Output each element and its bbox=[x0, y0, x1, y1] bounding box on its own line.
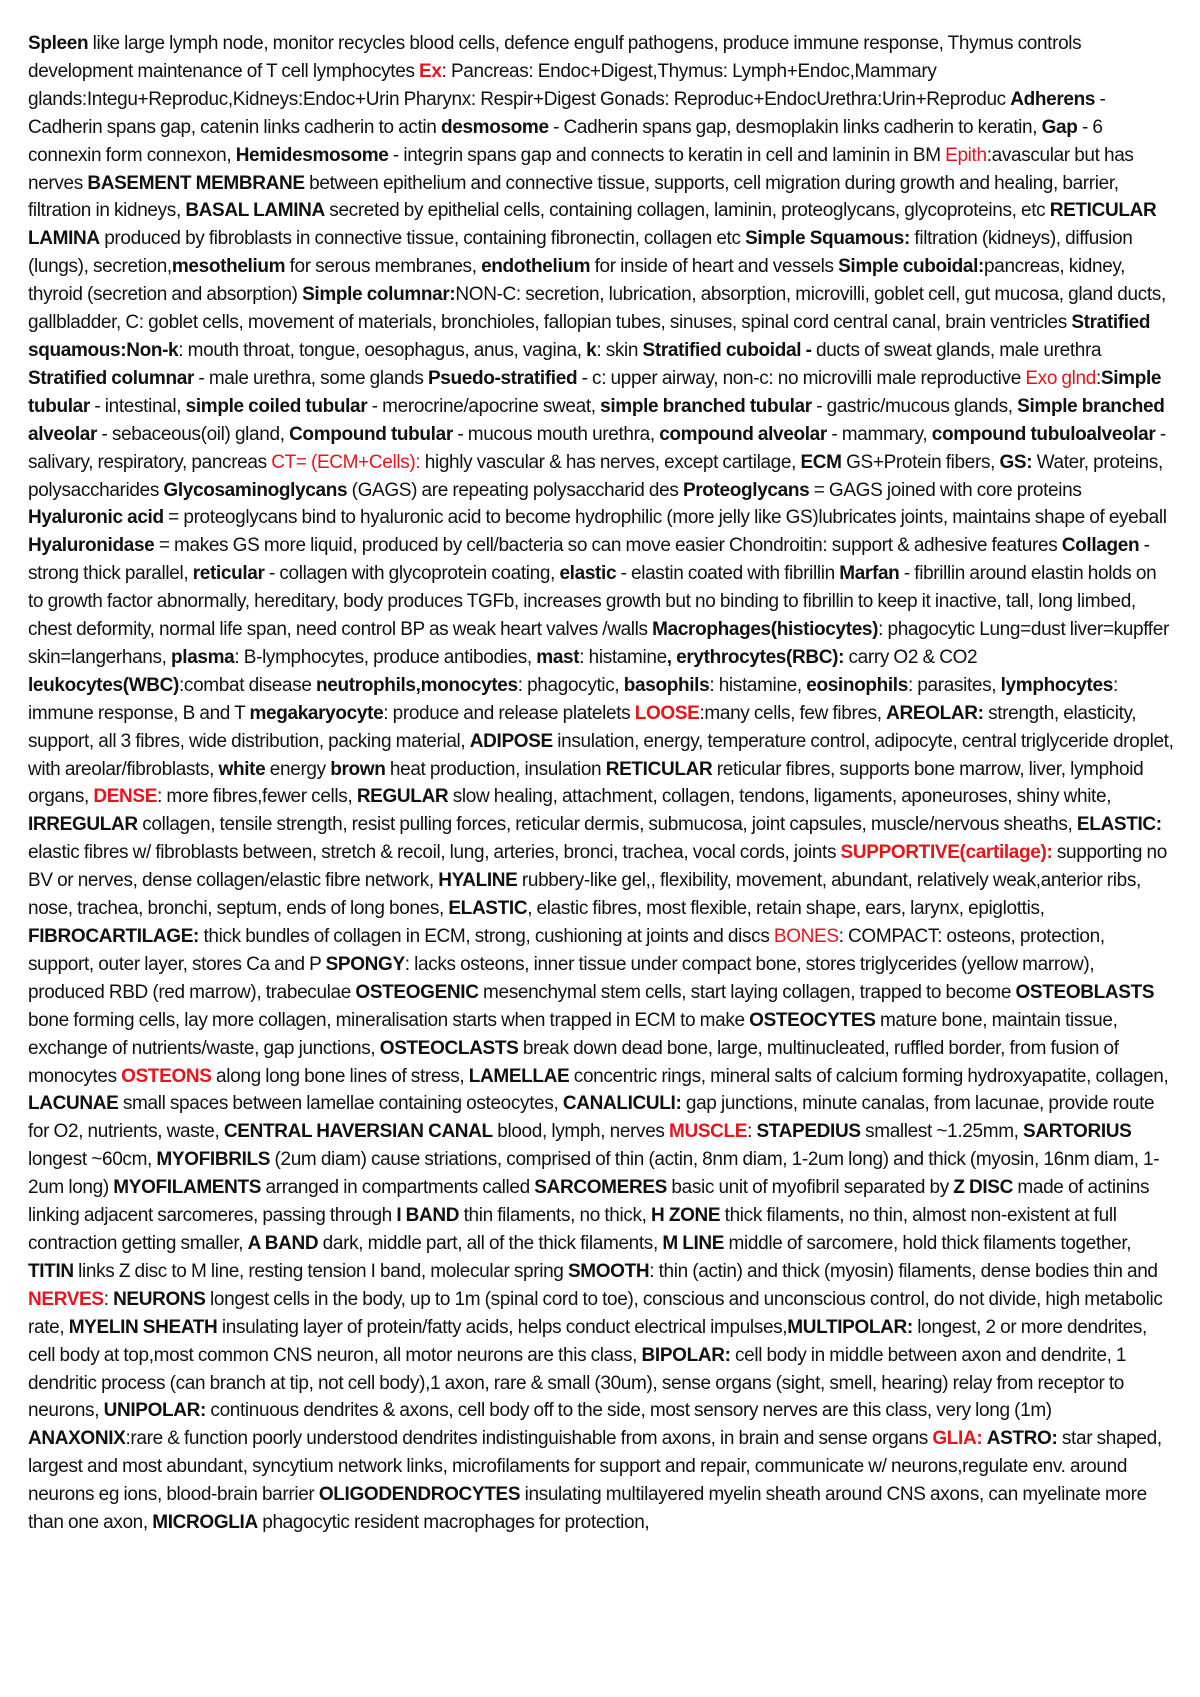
bold-term: RETICULAR bbox=[605, 758, 713, 780]
body-text: - collagen with glycoprotein coating, bbox=[264, 563, 560, 585]
body-text: pancreas, kidney, thyroid (secretion and absorption) bbox=[28, 256, 1126, 306]
bold-term: MICROGLIA bbox=[152, 1512, 258, 1534]
body-text: smallest ~1.25mm, bbox=[860, 1121, 1024, 1143]
body-text: : parasites, bbox=[907, 674, 1001, 696]
body-text: break down dead bone, large, multinucleated, ruffled border, from fusion of monocytes bbox=[28, 1037, 1119, 1087]
bold-term: Stratified columnar bbox=[28, 367, 194, 389]
body-text: = makes GS more liquid, produced by cell/bacteria so can move easier Chondroitin: support & adhesive features bbox=[154, 535, 1062, 557]
bold-term: Hemidesmosome bbox=[235, 144, 389, 166]
bold-term: Adherens bbox=[1010, 88, 1096, 110]
body-text: like large lymph node, monitor recycles blood cells, defence engulf pathogens, produce immune response, Thymus controls development maintenance of T cell lymphocytes bbox=[28, 33, 1082, 82]
bold-term: MYOFIBRILS bbox=[156, 1149, 271, 1171]
bold-term: Simple branched alveolar bbox=[28, 395, 1165, 445]
body-text: : B-lymphocytes, produce antibodies, bbox=[234, 646, 537, 668]
bold-term: STAPEDIUS bbox=[756, 1121, 861, 1143]
bold-term: Simple Squamous: bbox=[745, 228, 910, 250]
bold-term: FIBROCARTILAGE: bbox=[28, 926, 200, 947]
body-text: cell body in middle between axon and dendrite, 1 dendritic process (can branch at tip, not cell body),1 axon, rare & small (30um), sense organs (sight, smell, hearing) relay from receptor to neurons, bbox=[28, 1344, 1127, 1422]
bold-term: LACUNAE bbox=[28, 1093, 119, 1115]
bold-term: simple branched tubular bbox=[600, 395, 812, 417]
body-text: thick filaments, no thin, almost non-existent at full contraction getting smaller, bbox=[28, 1205, 1117, 1254]
body-text: insulation, energy, temperature control, adipocyte, central triglyceride droplet, with areolar/fibroblasts, bbox=[28, 730, 1174, 780]
body-text: produced by fibroblasts in connective tissue, containing fibronectin, collagen etc bbox=[99, 228, 746, 250]
body-text: blood, lymph, nerves bbox=[492, 1121, 669, 1143]
bold-term: REGULAR bbox=[356, 786, 449, 808]
body-text: - mammary, bbox=[826, 423, 932, 445]
bold-term: BASEMENT MEMBRANE bbox=[87, 172, 305, 194]
bold-term: leukocytes(WBC) bbox=[28, 674, 179, 696]
red-section-heading: MUSCLE bbox=[668, 1121, 748, 1143]
body-text: ducts of sweat glands, male urethra bbox=[811, 339, 1102, 361]
body-text: - salivary, respiratory, pancreas bbox=[28, 423, 1166, 473]
bold-term: BIPOLAR: bbox=[641, 1344, 731, 1366]
bold-term: ECM bbox=[800, 451, 842, 473]
body-text: : mouth throat, tongue, oesophagus, anus, vagina, bbox=[178, 339, 587, 361]
bold-term: reticular bbox=[192, 563, 265, 585]
bold-term: Hyaluronic acid bbox=[28, 507, 164, 529]
body-text: : histamine, bbox=[709, 674, 807, 696]
body-text: energy bbox=[265, 758, 331, 780]
bold-term: Simple tubular bbox=[28, 367, 1162, 417]
body-text: bone forming cells, lay more collagen, mineralisation starts when trapped in ECM to make bbox=[28, 1009, 750, 1031]
body-text: - integrin spans gap and connects to keratin in cell and laminin in BM bbox=[388, 144, 946, 166]
bold-term: A BAND bbox=[247, 1232, 319, 1254]
body-text: : skin bbox=[596, 339, 643, 361]
bold-term: OSTEOCYTES bbox=[749, 1009, 876, 1031]
bold-term: ELASTIC: bbox=[1076, 814, 1162, 836]
body-text: : bbox=[1095, 367, 1101, 389]
bold-term: k bbox=[586, 339, 597, 361]
body-text: :rare & function poorly understood dendrites indistinguishable from axons, in brain and sense organs bbox=[125, 1428, 933, 1450]
body-text: Water, proteins, polysaccharides bbox=[28, 451, 1163, 501]
body-text: : thin (actin) and thick (myosin) filaments, dense bodies thin and bbox=[649, 1260, 1158, 1282]
body-text: NON-C: secretion, lubrication, absorption, microvilli, goblet cell, gut mucosa, gland ducts, gallbladder, C: goblet cells, movement of materials, bronchioles, fallopian tubes, sinuses, spinal cord central canal, brain ventricles bbox=[28, 284, 1166, 334]
bold-term: Simple columnar: bbox=[302, 284, 456, 306]
bold-term: Psuedo-stratified bbox=[427, 367, 578, 389]
red-section-heading: BONES bbox=[773, 926, 839, 947]
body-text: longest ~60cm, bbox=[28, 1149, 157, 1171]
bold-term: OSTEOBLASTS bbox=[1015, 981, 1155, 1003]
bold-term: ADIPOSE bbox=[469, 730, 553, 752]
bold-term: brown bbox=[330, 758, 386, 780]
body-text: - male urethra, some glands bbox=[194, 367, 428, 389]
bold-term: ANAXONIX bbox=[28, 1428, 126, 1450]
body-text: - sebaceous(oil) gland, bbox=[97, 423, 290, 445]
body-text: : bbox=[103, 1288, 114, 1310]
bold-term: HYALINE bbox=[438, 870, 518, 892]
bold-term: megakaryocyte bbox=[249, 702, 384, 724]
body-text: longest cells in the body, up to 1m (spinal cord to toe), conscious and unconscious control, do not divide, high metabolic rate, bbox=[28, 1288, 1163, 1338]
body-text: middle of sarcomere, hold thick filaments together, bbox=[724, 1232, 1132, 1254]
bold-term: RETICULAR LAMINA bbox=[28, 200, 1157, 250]
bold-term: IRREGULAR bbox=[28, 814, 138, 836]
bold-term: I BAND bbox=[396, 1205, 460, 1227]
body-text: :combat disease bbox=[179, 674, 317, 696]
bold-term: MYOFILAMENTS bbox=[113, 1177, 262, 1199]
body-text: gap junctions, minute canalas, from lacunae, provide route for O2, nutrients, waste, bbox=[28, 1093, 1155, 1143]
body-text: between epithelium and connective tissue, supports, cell migration during growth and healing, barrier, filtration in kidneys, bbox=[28, 172, 1119, 222]
bold-term: NEURONS bbox=[113, 1288, 206, 1310]
body-text: : bbox=[747, 1121, 757, 1143]
red-section-heading: CT= (ECM+Cells): bbox=[271, 451, 421, 473]
bold-term: M LINE bbox=[662, 1232, 725, 1254]
body-text: : COMPACT: osteons, protection, support, outer layer, stores Ca and P bbox=[28, 926, 1105, 975]
bold-term: BASAL LAMINA bbox=[185, 200, 325, 222]
bold-term: Collagen bbox=[1061, 535, 1140, 557]
body-text: supporting no BV or nerves, dense collagen/elastic fibre network, bbox=[28, 842, 1167, 892]
bold-term: Stratified squamous:Non-k bbox=[28, 312, 1151, 361]
study-notes-paragraph bbox=[28, 30, 1174, 1537]
body-text: links Z disc to M line, resting tension I band, molecular spring bbox=[73, 1260, 568, 1282]
body-text: : histamine bbox=[579, 646, 667, 668]
bold-term: simple coiled tubular bbox=[185, 395, 368, 417]
body-text: thin filaments, no thick, bbox=[459, 1205, 652, 1227]
bold-term: Z DISC bbox=[953, 1177, 1013, 1199]
bold-term: Simple cuboidal: bbox=[838, 256, 985, 278]
body-text: - Cadherin spans gap, desmoplakin links cadherin to keratin, bbox=[548, 116, 1042, 138]
bold-term: OSTEOGENIC bbox=[355, 981, 479, 1003]
bold-term: neutrophils,monocytes bbox=[316, 674, 518, 696]
bold-term: endothelium bbox=[481, 256, 591, 278]
body-text: for serous membranes, bbox=[285, 256, 482, 278]
bold-term: Macrophages(histiocytes) bbox=[652, 619, 879, 641]
body-text: = GAGS joined with core proteins bbox=[809, 479, 1082, 501]
body-text: carry O2 & CO2 bbox=[844, 646, 978, 668]
body-text: : Pancreas: Endoc+Digest,Thymus: Lymph+Endoc,Mammary glands:Integu+Reproduc,Kidneys:Endoc+Urin Pharynx: Respir+Digest Gonads: Reproduc+EndocUrethra:Urin+Reproduc bbox=[28, 60, 1011, 110]
body-text: filtration (kidneys), diffusion (lungs), secretion, bbox=[28, 228, 1133, 278]
body-text: : produce and release platelets bbox=[383, 702, 635, 724]
bold-term: white bbox=[218, 758, 266, 780]
body-text: slow healing, attachment, collagen, tendons, ligaments, aponeuroses, shiny white, bbox=[448, 786, 1112, 808]
body-text: (GAGS) are repeating polysaccharid des bbox=[347, 479, 683, 501]
body-text: star shaped, largest and most abundant, syncytium network links, microfilaments for support and repair, communicate w/ neurons,regulate env. around neurons eg ions, blood-brain barrier bbox=[28, 1428, 1162, 1506]
body-text: insulating layer of protein/fatty acids, helps conduct electrical impulses, bbox=[217, 1316, 788, 1338]
bold-term: compound tubuloalveolar bbox=[931, 423, 1156, 445]
bold-term: ASTRO: bbox=[986, 1428, 1058, 1450]
body-text: : immune response, B and T bbox=[28, 674, 1118, 724]
body-text: - 6 connexin form connexon, bbox=[28, 116, 1103, 166]
red-section-heading: Exo glnd bbox=[1025, 367, 1096, 389]
red-section-heading: Ex bbox=[419, 60, 442, 82]
bold-term: elastic bbox=[559, 563, 617, 585]
body-text: made of actinins linking adjacent sarcomeres, passing through bbox=[28, 1177, 1150, 1227]
bold-term: Marfan bbox=[839, 563, 900, 585]
body-text: mature bone, maintain tissue, exchange of nutrients/waste, gap junctions, bbox=[28, 1009, 1118, 1059]
bold-term: mast bbox=[536, 646, 580, 668]
body-text: insulating multilayered myelin sheath around CNS axons, can myelinate more than one axon, bbox=[28, 1484, 1147, 1534]
bold-term: OSTEOCLASTS bbox=[379, 1037, 519, 1059]
body-text: = proteoglycans bind to hyaluronic acid to become hydrophilic (more jelly like GS)lubricates joints, maintains shape of eyeball bbox=[163, 507, 1167, 529]
red-section-heading: DENSE bbox=[93, 786, 158, 808]
bold-term: Hyaluronidase bbox=[28, 535, 155, 557]
body-text: collagen, tensile strength, resist pulling forces, reticular dermis, submucosa, joint capsules, muscle/nervous sheaths, bbox=[137, 814, 1077, 836]
bold-term: eosinophils bbox=[806, 674, 908, 696]
body-text: : lacks osteons, inner tissue under compact bone, stores triglycerides (yellow marrow), produced RBD (red marrow), trabeculae bbox=[28, 953, 1095, 1003]
bold-term: Spleen bbox=[28, 33, 89, 54]
bold-term: compound alveolar bbox=[659, 423, 827, 445]
bold-term: Compound tubular bbox=[289, 423, 453, 445]
body-text: - mucous mouth urethra, bbox=[452, 423, 660, 445]
bold-term: plasma bbox=[171, 646, 235, 668]
body-text: continuous dendrites & axons, cell body off to the side, most sensory nerves are this class, very long (1m) bbox=[205, 1400, 1052, 1422]
bold-term: desmosome bbox=[440, 116, 549, 138]
bold-term: Glycosaminoglycans bbox=[163, 479, 348, 501]
bold-term: SARCOMERES bbox=[534, 1177, 667, 1199]
bold-term: CENTRAL HAVERSIAN CANAL bbox=[223, 1121, 493, 1143]
body-text: elastic fibres w/ fibroblasts between, stretch & recoil, lung, arteries, bronci, trachea, vocal cords, joints bbox=[28, 842, 841, 864]
bold-term: Proteoglycans bbox=[682, 479, 810, 501]
body-text: small spaces between lamellae containing osteocytes, bbox=[118, 1093, 563, 1115]
body-text: :avascular but has nerves bbox=[28, 144, 1134, 194]
bold-term: AREOLAR: bbox=[886, 702, 984, 724]
bold-term: Gap bbox=[1041, 116, 1078, 138]
body-text: :many cells, few fibres, bbox=[699, 702, 887, 724]
bold-term: GS: bbox=[999, 451, 1033, 473]
body-text: - merocrine/apocrine sweat, bbox=[367, 395, 601, 417]
body-text: - fibrillin around elastin holds on to growth factor abnormally, hereditary, body produces TGFb, increases growth but no binding to fibrillin to keep it inactive, tall, long limbed, chest deformity, normal life span, need control BP as weak heart valves /walls bbox=[28, 563, 1157, 641]
body-text: - gastric/mucous glands, bbox=[811, 395, 1018, 417]
body-text: (2um diam) cause striations, comprised of thin (actin, 8nm diam, 1-2um long) and thick (myosin, 16nm diam, 1-2um long) bbox=[28, 1149, 1160, 1199]
body-text: rubbery-like gel,, flexibility, movement, abundant, relatively weak,anterior ribs, nose, trachea, bronchi, septum, ends of long bones, bbox=[28, 870, 1141, 920]
bold-term: TITIN bbox=[28, 1260, 74, 1282]
bold-term: LAMELLAE bbox=[468, 1065, 570, 1087]
body-text: - strong thick parallel, bbox=[28, 535, 1150, 585]
body-text: longest, 2 or more dendrites, cell body at top,most common CNS neuron, all motor neurons are this class, bbox=[28, 1316, 1147, 1366]
body-text: , elastic fibres, most flexible, retain shape, ears, larynx, epiglottis, bbox=[527, 898, 1045, 920]
bold-term: MYELIN SHEATH bbox=[68, 1316, 218, 1338]
red-section-heading: GLIA: bbox=[932, 1428, 983, 1450]
bold-term: SPONGY bbox=[325, 953, 405, 975]
bold-term: , erythrocytes(RBC): bbox=[666, 646, 845, 668]
body-text: GS+Protein fibers, bbox=[841, 451, 1000, 473]
body-text: : phagocytic, bbox=[517, 674, 624, 696]
bold-term: SARTORIUS bbox=[1023, 1121, 1132, 1143]
bold-term: SMOOTH bbox=[567, 1260, 650, 1282]
body-text: heat production, insulation bbox=[385, 758, 606, 780]
body-text: phagocytic resident macrophages for protection, bbox=[257, 1512, 650, 1534]
bold-term: Stratified cuboidal - bbox=[642, 339, 812, 361]
bold-term: lymphocytes bbox=[1000, 674, 1113, 696]
bold-term: ELASTIC bbox=[448, 898, 528, 920]
bold-term: basophils bbox=[623, 674, 710, 696]
red-section-heading: Epith bbox=[945, 144, 987, 166]
body-text: : more fibres,fewer cells, bbox=[157, 786, 357, 808]
red-section-heading: LOOSE bbox=[634, 702, 700, 724]
body-text: reticular fibres, supports bone marrow, liver, lymphoid organs, bbox=[28, 758, 1144, 808]
body-text: basic unit of myofibril separated by bbox=[666, 1177, 954, 1199]
body-text: highly vascular & has nerves, except cartilage, bbox=[420, 451, 801, 473]
red-section-heading: OSTEONS bbox=[121, 1065, 212, 1087]
body-text: - Cadherin spans gap, catenin links cadherin to actin bbox=[28, 88, 1106, 138]
body-text: along long bone lines of stress, bbox=[211, 1065, 469, 1087]
red-section-heading: NERVES bbox=[28, 1288, 104, 1310]
body-text: for inside of heart and vessels bbox=[590, 256, 839, 278]
bold-term: CANALICULI: bbox=[562, 1093, 682, 1115]
body-text: - intestinal, bbox=[89, 395, 186, 417]
body-text: - elastin coated with fibrillin bbox=[616, 563, 840, 585]
bold-term: mesothelium bbox=[171, 256, 286, 278]
body-text: : phagocytic Lung=dust liver=kupffer skin=langerhans, bbox=[28, 619, 1169, 668]
body-text: mesenchymal stem cells, start laying collagen, trapped to become bbox=[478, 981, 1016, 1003]
body-text: secreted by epithelial cells, containing collagen, laminin, proteoglycans, glycoproteins, etc bbox=[324, 200, 1050, 222]
body-text: - c: upper airway, non-c: no microvilli male reproductive bbox=[577, 367, 1026, 389]
bold-term: H ZONE bbox=[651, 1205, 721, 1227]
body-text: arranged in compartments called bbox=[261, 1177, 535, 1199]
bold-term: OLIGODENDROCYTES bbox=[318, 1484, 521, 1506]
body-text: strength, elasticity, support, all 3 fibres, wide distribution, packing material, bbox=[28, 702, 1137, 752]
body-text: concentric rings, mineral salts of calcium forming hydroxyapatite, collagen, bbox=[569, 1065, 1169, 1087]
bold-term: UNIPOLAR: bbox=[103, 1400, 206, 1422]
bold-term: MULTIPOLAR: bbox=[787, 1316, 913, 1338]
red-section-heading: SUPPORTIVE(cartilage): bbox=[840, 842, 1053, 864]
body-text: dark, middle part, all of the thick filaments, bbox=[318, 1232, 663, 1254]
body-text: thick bundles of collagen in ECM, strong, cushioning at joints and discs bbox=[199, 926, 774, 947]
